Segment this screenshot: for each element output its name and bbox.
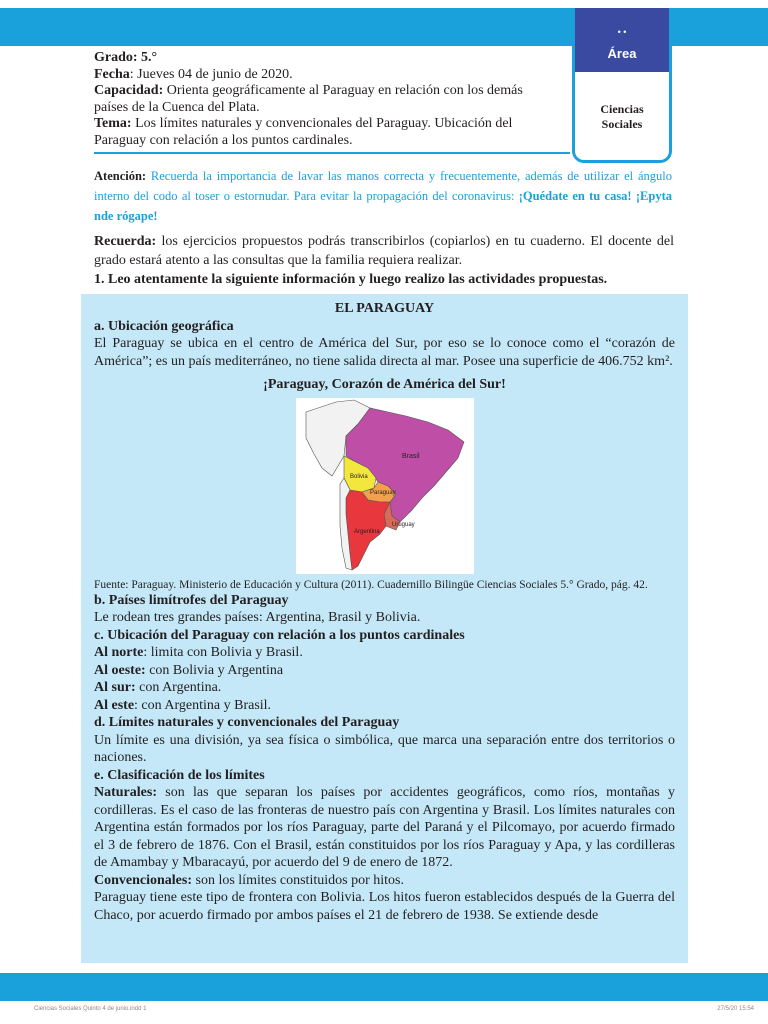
section-b-title: b. Países limítrofes del Paraguay [94,592,289,608]
oeste-text: con Bolivia y Argentina [145,662,284,678]
map-label-paraguay: Paraguay [369,489,396,496]
grado-label: Grado: 5.° [94,50,158,65]
fecha-line [94,67,550,84]
map-figure [94,398,675,574]
convencionales-text: son los límites constituidos por hitos. [192,872,404,888]
sur-text: con Argentina. [135,680,222,695]
grado-line [94,50,550,67]
lesson-header [94,50,550,149]
section-b-text: Le rodean tres grandes países: Argentina, Brasil y Bolivia. [94,610,421,625]
section-e-title: e. Clasificación de los límites [94,767,265,783]
content-box [81,294,688,963]
fecha-label: Fecha [94,66,130,82]
area-subject-line2: Sociales [601,117,643,131]
norte-text: : limita con Bolivia y Brasil. [143,645,303,660]
bottom-banner [0,973,768,1001]
area-header [575,8,669,72]
section-a-title: a. Ubicación geográfica [94,318,234,334]
map-label-uruguay: Uruguay [391,521,415,528]
capacidad-line [94,83,550,116]
naturales-text: son las que separan los países por accidentes geográficos, como ríos, montañas y cordilleras. Es el caso de las fronteras de nuestro país con Argentina y Brasil. Los límites naturales con Argentina están formados por los ríos Paraguay, parte del Paraná y el Pilcomayo, por acuerdo firmado el 3 de febrero de 1876. Con el Brasil, están constituidos por los ríos Paraguay y Apa, y las cordilleras de Amambay y Mbaracayú, por acuerdo del 9 de enero de 1872. [94,785,675,870]
section-d-text: Un límite es una división, ya sea física o simbólica, que marca una separación entre dos territorios o naciones. [94,732,675,765]
attention-label: Atención: [94,169,147,183]
content-title: EL PARAGUAY [334,301,435,316]
capacidad-value: Orienta geográficamente al Paraguay en relación con los demás países de la Cuenca del Plata. [94,83,523,115]
attention-notice [94,166,672,226]
oeste-label: Al oeste: [94,662,146,678]
map-source: Fuente: Paraguay. Ministerio de Educación y Cultura (2011). Cuadernillo Bilingüe Ciencias Sociales 5.° Grado, pág. 42. [94,578,648,591]
area-tab [572,8,672,163]
map-label-brasil: Brasil [401,452,420,460]
tema-value: Los límites naturales y convencionales del Paraguay. Ubicación del Paraguay con relación a los puntos cardinales. [94,116,513,148]
norte-line [94,644,675,662]
section-a-text: El Paraguay se ubica en el centro de América del Sur, por eso se lo conoce como el “corazón de América”; es un país mediterráneo, no tiene salida directa al mar. Posee una superficie de 406.752 km². [94,336,675,369]
last-paragraph: Paraguay tiene este tipo de frontera con Bolivia. Los hitos fueron establecidos después de la Guerra del Chaco, por acuerdo firmado por ambos países el 21 de febrero de 1938. Se extiende desde [94,890,675,923]
south-america-map [296,398,474,574]
convencionales-label: Convencionales: [94,872,192,888]
attention-bold: ¡Quédate en tu casa! ¡Epyta nde rógape! [94,189,672,223]
footer-file-info: Ciencias Sociales Quinto 4 de junio.indd 1 [34,1006,147,1012]
capacidad-label: Capacidad: [94,83,164,98]
tema-line [94,116,550,149]
naturales-paragraph [94,784,675,872]
area-subject-line1: Ciencias [600,102,644,116]
norte-label: Al norte [94,645,144,660]
instruction-text: 1. Leo atentamente la siguiente información y luego realizo las actividades propuestas. [94,272,608,287]
este-text: : con Argentina y Brasil. [134,697,272,713]
naturales-label: Naturales: [94,785,157,800]
recuerda-text: los ejercicios propuestos podrás transcribirlos (copiarlos) en tu cuaderno. El docente del grado estará atento a las consultas que la familia requiera realizar. [94,234,674,268]
fecha-value: : Jueves 04 de junio de 2020. [129,66,293,82]
map-label-argentina: Argentina [353,528,380,535]
section-c-title: c. Ubicación del Paraguay con relación a los puntos cardinales [94,627,465,643]
sur-line [94,679,675,697]
este-label: Al este [94,697,135,713]
area-title: Área [607,46,637,61]
map-title: ¡Paraguay, Corazón de América del Sur! [263,377,506,392]
recuerda-paragraph [94,232,674,270]
este-line [94,697,675,715]
instruction [94,271,674,289]
oeste-line [94,662,675,680]
convencionales-paragraph [94,872,675,890]
recuerda-label: Recuerda: [94,234,157,249]
area-dots: • • [617,27,627,37]
section-d-title: d. Límites naturales y convencionales del Paraguay [94,715,400,730]
header-divider [94,152,570,154]
footer-timestamp: 27/5/20 15:54 [717,1006,754,1012]
area-subject [575,72,669,132]
attention-text: Recuerda la importancia de lavar las manos correcta y frecuentemente, además de utilizar el ángulo interno del codo al toser o estornudar. Para evitar la propagación del coronavirus: [94,169,672,203]
sur-label: Al sur: [94,680,136,695]
tema-label: Tema: [94,116,132,131]
map-label-bolivia: Bolivia [349,473,368,480]
